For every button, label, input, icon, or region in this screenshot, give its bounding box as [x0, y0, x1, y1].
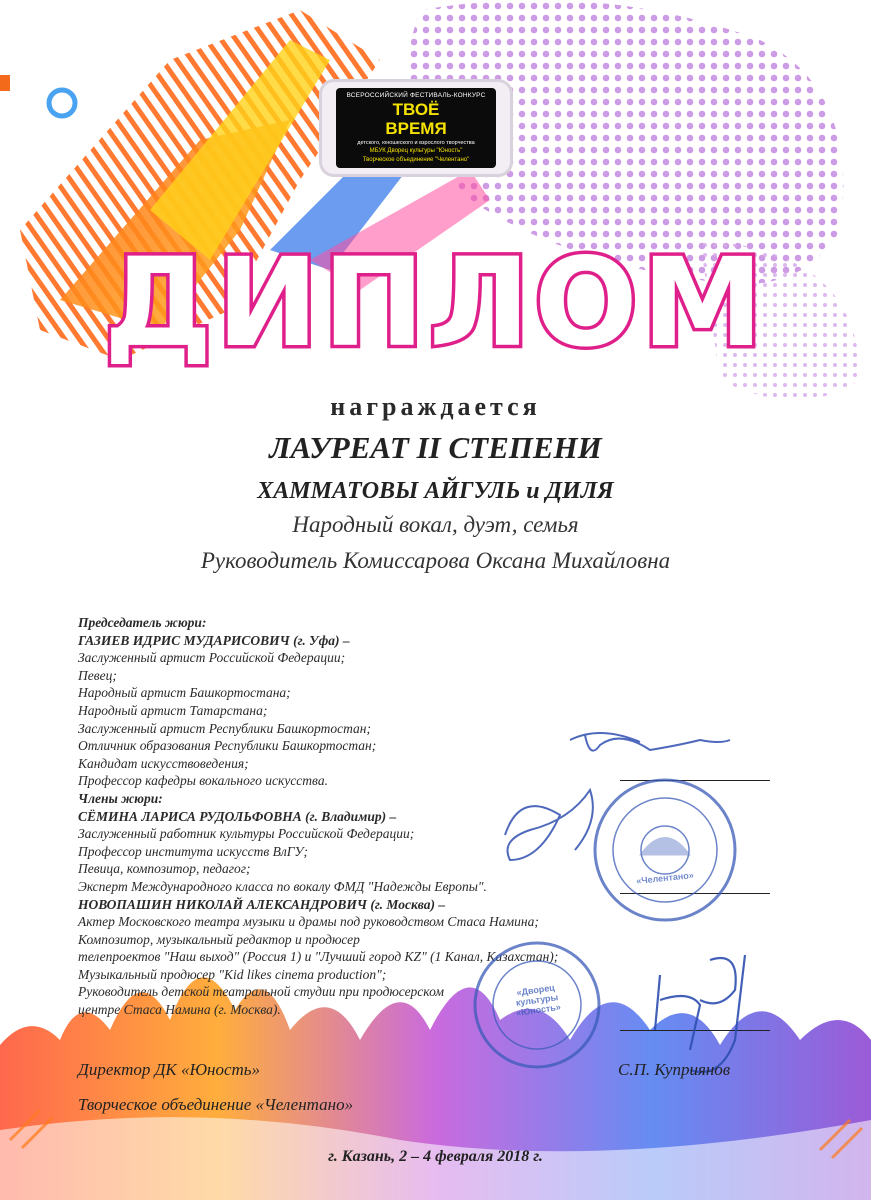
jury-chair-title: Народный артист Татарстана;	[78, 702, 268, 718]
stamp1-label: «Челентано»	[635, 870, 695, 886]
jury-chair-name: ГАЗИЕВ ИДРИС МУДАРИСОВИЧ (г. Уфа) –	[78, 632, 350, 648]
jury-member2-title: Руководитель детской театральной студии при продюсерском	[78, 984, 444, 1000]
signature-line	[620, 1030, 770, 1031]
jury-chair-title: Певец;	[78, 667, 117, 683]
jury-chair-title: Отличник образования Республики Башкортостан;	[78, 738, 377, 754]
jury-chair-title: Народный артист Башкортостана;	[78, 685, 291, 701]
leader-text: Руководитель Комиссарова Оксана Михайловна	[200, 548, 671, 573]
jury-members-heading: Члены жюри:	[78, 790, 163, 806]
nomination-text: Народный вокал, дуэт, семья	[292, 512, 579, 537]
signature-line	[620, 893, 770, 894]
jury-chair-title: Заслуженный артист Российской Федерации;	[78, 650, 346, 666]
jury-member2-title: Музыкальный продюсер "Kid likes cinema production";	[78, 966, 387, 982]
logo-name-line2: ВРЕМЯ	[385, 119, 447, 138]
jury-chair-title: Профессор кафедры вокального искусства.	[78, 773, 328, 789]
logo-screen	[336, 88, 496, 168]
logo-name-line1: ТВОЁ	[392, 100, 440, 119]
festival-logo	[322, 82, 510, 174]
jury-chair-title: Заслуженный артист Республики Башкортостан;	[78, 720, 371, 736]
jury-member2-name: НОВОПАШИН НИКОЛАЙ АЛЕКСАНДРОВИЧ (г. Москва) –	[78, 896, 446, 912]
jury-section	[78, 614, 638, 1019]
jury-member1-title: Профессор института искусств ВлГУ;	[78, 843, 308, 859]
director-name: С.П. Куприянов	[618, 1060, 731, 1079]
jury-chair-heading: Председатель жюри:	[78, 615, 207, 630]
logo-org-line1: МБУК Дворец культуры "Юность"	[369, 148, 463, 154]
jury-member1-name: СЁМИНА ЛАРИСА РУДОЛЬФОВНА (г. Владимир) –	[78, 808, 397, 824]
organization-name: Творческое объединение «Челентано»	[78, 1095, 354, 1114]
jury-chair-title: Кандидат искусствоведения;	[78, 755, 249, 771]
degree-text: ЛАУРЕАТ II СТЕПЕНИ	[269, 430, 602, 465]
jury-member1-title: Эксперт Международного класса по вокалу ФМД "Надежды Европы".	[78, 878, 487, 894]
jury-member1-title: Заслуженный работник культуры Российской Федерации;	[78, 826, 415, 842]
awarded-text: награждается	[330, 392, 541, 421]
logo-org-line2: Творческое объединение "Челентано"	[362, 157, 470, 163]
city-date: г. Казань, 2 – 4 февраля 2018 г.	[328, 1148, 543, 1165]
director-label: Директор ДК «Юность»	[78, 1060, 261, 1079]
stamp2-label: «Дворец культуры «Юность»	[515, 982, 562, 1018]
jury-member2-title: Композитор, музыкальный редактор и продюсер	[78, 931, 360, 947]
diploma-title: ДИПЛОМ	[103, 232, 768, 374]
logo-top-text: ВСЕРОССИЙСКИЙ ФЕСТИВАЛЬ-КОНКУРС	[346, 92, 486, 99]
jury-member2-title: Актер Московского театра музыки и драмы под руководством Стаса Намина;	[78, 914, 539, 930]
jury-member2-title: центре Стаса Намина (г. Москва).	[78, 1002, 281, 1018]
logo-subtitle: детского, юношеского и взрослого творчества	[357, 140, 475, 146]
jury-member2-title: телепроектов "Наш выход" (Россия 1) и "Лучший город KZ" (1 Канал, Казахстан);	[78, 949, 559, 965]
recipients-text: ХАММАТОВЫ АЙГУЛЬ и ДИЛЯ	[257, 478, 614, 504]
signature-line	[620, 780, 770, 781]
jury-member1-title: Певица, композитор, педагог;	[78, 861, 251, 877]
